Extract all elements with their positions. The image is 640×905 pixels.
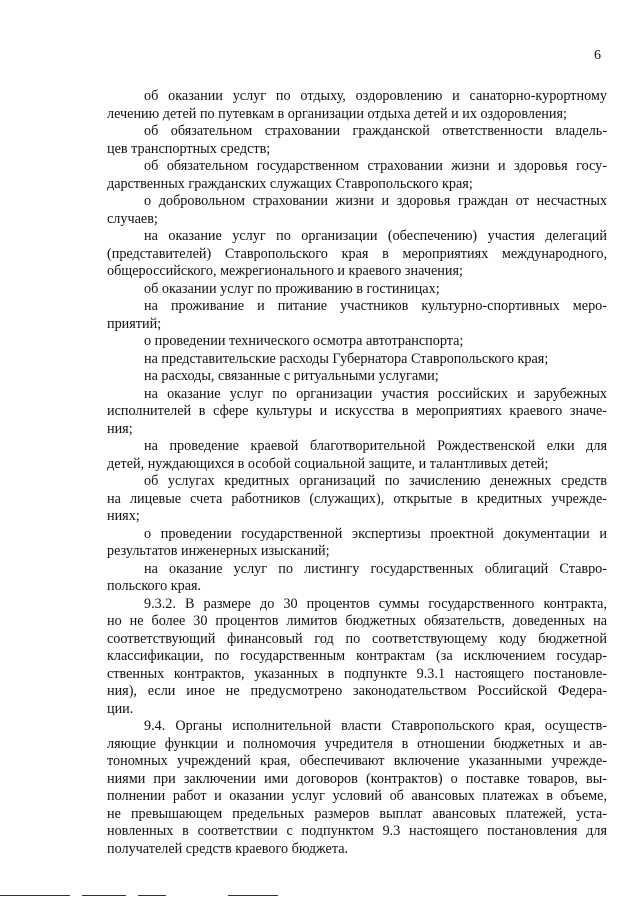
text-line: получателей средств краевого бюджета.: [107, 840, 349, 857]
text-line: ниями при заключении ими договоров (контрактов) о поставке товаров, вы-: [107, 770, 607, 787]
text-line: новленных в соответствии с подпунктом 9.3 настоящего постановления для: [107, 823, 607, 839]
footer-scan-marks: [0, 895, 640, 899]
text-line: соответствующий финансовый год по соответствующему коду бюджетной: [107, 630, 607, 647]
text-line: приятий;: [107, 315, 162, 332]
footer-mark: [82, 895, 126, 896]
text-line: на проведение краевой благотворительной Рождественской елки для: [144, 438, 607, 454]
text-line: на оказание услуг по организации участия российских и зарубежных: [144, 385, 607, 402]
text-line: случаев;: [107, 210, 158, 227]
text-line: но не более 30 процентов лимитов бюджетных обязательств, доведенных на: [107, 613, 607, 629]
text-line: 9.3.2. В размере до 30 процентов суммы государственного контракта,: [144, 595, 607, 612]
text-line: лечению детей по путевкам в организации отдыха детей и их оздоровления;: [107, 105, 567, 122]
footer-mark: [0, 895, 70, 896]
text-line: об обязательном государственном страховании жизни и здоровья госу-: [144, 158, 607, 174]
text-line: полнении работ и оказании услуг условий об авансовых платежах в объеме,: [107, 788, 607, 804]
text-line: ния), если иное не предусмотрено законодательством Российской Федера-: [107, 683, 607, 699]
text-line: на представительские расходы Губернатора Ставропольского края;: [144, 350, 549, 367]
text-line: исполнителей в сфере культуры и искусства в мероприятиях краевого значе-: [107, 403, 607, 419]
text-line: не превышающем предельных размеров выплат авансовых платежей, уста-: [107, 805, 607, 822]
document-body: [107, 88, 607, 858]
text-line: ственных контрактов, указанных в подпункте 9.3.1 настоящего постановле-: [107, 665, 607, 682]
text-line: результатов инженерных изысканий;: [107, 543, 330, 559]
text-line: о добровольном страховании жизни и здоровья граждан от несчастных: [144, 193, 607, 209]
text-line: на лицевые счета работников (служащих), открытые в кредитных учрежде-: [107, 490, 607, 507]
text-line: об обязательном страховании гражданской ответственности владель-: [144, 123, 607, 139]
text-line: (представителей) Ставропольского края в мероприятиях международного,: [107, 245, 607, 262]
text-line: цев транспортных средств;: [107, 140, 271, 157]
text-line: о проведении государственной экспертизы проектной документации и: [144, 525, 607, 542]
text-line: классификации, по государственным контрактам (за исключением государ-: [107, 648, 607, 664]
text-line: общероссийского, межрегионального и краевого значения;: [107, 263, 463, 279]
text-line: об оказании услуг по отдыху, оздоровлению и санаторно-курортному: [144, 88, 607, 104]
text-line: ляющие функции и полномочия учредителя в отношении бюджетных и ав-: [107, 735, 607, 752]
text-line: тономных учреждений края, обеспечивают включение указанными учрежде-: [107, 753, 607, 769]
text-line: на оказание услуг по листингу государственных облигаций Ставро-: [144, 560, 607, 577]
text-line: на расходы, связанные с ритуальными услугами;: [144, 368, 439, 384]
text-line: об услугах кредитных организаций по зачислению денежных средств: [144, 473, 607, 489]
text-line: польского края.: [107, 578, 202, 594]
text-line: ния;: [107, 420, 133, 437]
text-line: о проведении технического осмотра автотранспорта;: [144, 333, 464, 349]
footer-mark: [228, 895, 278, 896]
text-line: на проживание и питание участников культурно-спортивных меро-: [144, 298, 607, 314]
text-line: на оказание услуг по организации (обеспечению) участия делегаций: [144, 228, 607, 244]
text-line: дарственных гражданских служащих Ставропольского края;: [107, 175, 473, 192]
text-line: ниях;: [107, 508, 140, 524]
text-line: ции.: [107, 700, 134, 717]
text-line: 9.4. Органы исполнительной власти Ставропольского края, осуществ-: [144, 718, 607, 734]
page-number: 6: [594, 48, 601, 63]
text-line: об оказании услуг по проживанию в гостиницах;: [144, 280, 440, 297]
text-line: детей, нуждающихся в особой социальной защите, и талантливых детей;: [107, 455, 549, 472]
footer-mark: [138, 895, 166, 896]
